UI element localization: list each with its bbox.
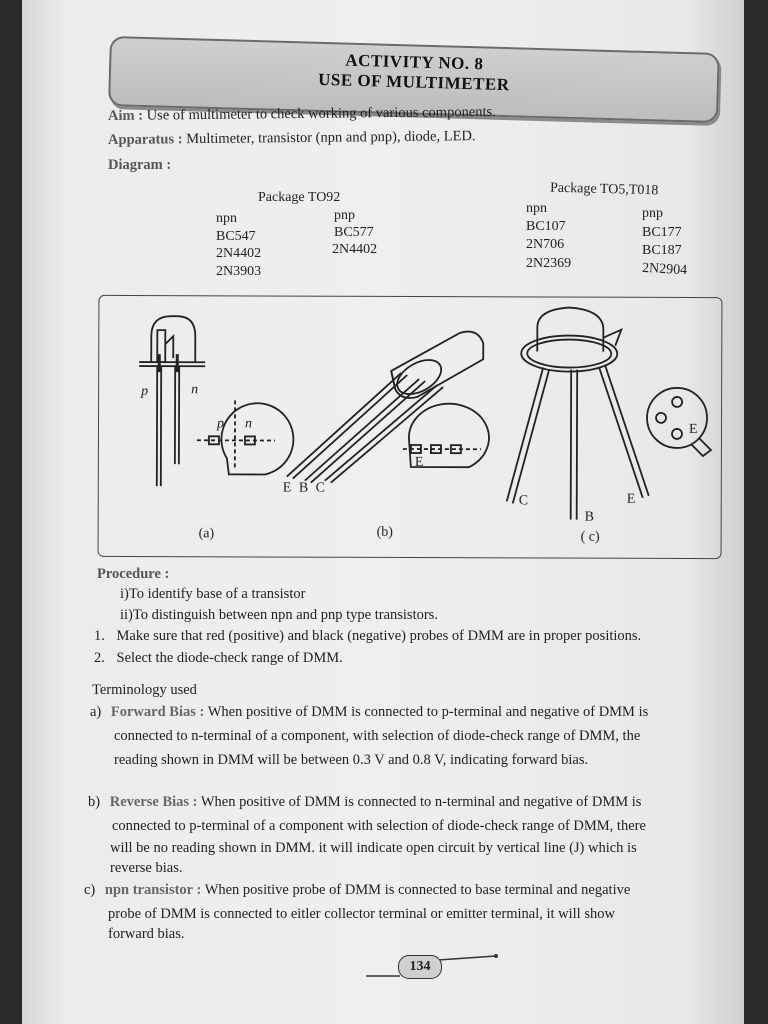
- apparatus-line: [108, 128, 476, 149]
- to5-pnp-1: BC177: [642, 225, 682, 240]
- term-a-line-3: reading shown in DMM will be between 0.3 V and 0.8 V, indicating forward bias.: [114, 752, 589, 768]
- term-c-line-2: probe of DMM is connected to eitler collector terminal or emitter terminal, it will show: [108, 906, 615, 922]
- to5-e-inner: E: [688, 421, 698, 438]
- term-b-line-2: connected to p-terminal of a component with selection of diode-check range of DMM, there: [112, 818, 646, 834]
- to92-pin-labels: E B C: [282, 480, 328, 496]
- term-c-letter: c): [84, 882, 96, 898]
- to5-c-label: C: [518, 493, 529, 509]
- activity-number: ACTIVITY NO. 8: [345, 50, 484, 74]
- procedure-step-2: [94, 650, 343, 667]
- term-b-line-3: will be no reading shown in DMM. it will indicate open circuit by vertical line (J) which is: [110, 840, 637, 856]
- diagram-label: Diagram :: [108, 157, 172, 173]
- term-b-line-1: [88, 794, 641, 811]
- to92-npn-2: 2N4402: [216, 246, 262, 261]
- term-a-letter: a): [90, 704, 102, 720]
- term-b-letter: b): [88, 794, 101, 810]
- to5-figure: [507, 307, 712, 520]
- textbook-page: [22, 0, 744, 1024]
- to5-header: Package TO5,T018: [549, 180, 659, 199]
- to5-npn-1: BC107: [526, 219, 566, 234]
- led-figure: [139, 316, 294, 487]
- led-p-label: p: [141, 384, 149, 400]
- term-a-text-1: When positive of DMM is connected to p-terminal and negative of DMM is: [207, 704, 649, 720]
- term-c-line-3: forward bias.: [108, 926, 185, 942]
- term-a-label: Forward Bias :: [110, 704, 205, 720]
- aim-text: Use of multimeter to check working of various components.: [146, 103, 496, 124]
- procedure-sub-1: i)To identify base of a transistor: [120, 586, 306, 602]
- caption-a: (a): [198, 526, 215, 542]
- to5-npn-3: 2N2369: [526, 256, 572, 271]
- to92-npn-label: npn: [216, 211, 237, 226]
- step-number: 2.: [94, 650, 105, 666]
- procedure-label: Procedure :: [97, 566, 170, 582]
- term-a-line-1: [90, 704, 648, 721]
- term-b-label: Reverse Bias :: [109, 794, 198, 810]
- step-text: Select the diode-check range of DMM.: [116, 650, 343, 666]
- terminology-heading: Terminology used: [92, 682, 197, 698]
- caption-c: ( c): [580, 529, 600, 545]
- transistor-diagram-box: [98, 295, 723, 559]
- to92-figure: [287, 331, 489, 483]
- to92-npn-1: BC547: [216, 229, 256, 244]
- to5-e-label: E: [626, 491, 636, 507]
- to5-b-label: B: [584, 509, 595, 525]
- apparatus-text: Multimeter, transistor (npn and pnp), diode, LED.: [186, 128, 476, 148]
- to5-pnp-2: BC187: [642, 243, 682, 258]
- to92-pnp-label: pnp: [334, 208, 355, 223]
- to92-pnp-1: BC577: [334, 225, 374, 240]
- apparatus-label: Apparatus :: [107, 131, 183, 148]
- activity-subtitle: USE OF MULTIMETER: [317, 69, 510, 95]
- term-a-line-2: connected to n-terminal of a component, with selection of diode-check range of DMM, the: [114, 728, 641, 744]
- page-number: 134: [398, 955, 442, 979]
- term-c-label: npn transistor :: [104, 882, 202, 898]
- led-n-inner: n: [244, 416, 253, 432]
- led-n-label: n: [191, 382, 199, 398]
- to5-npn-label: npn: [526, 201, 547, 216]
- to92-e-inner: E: [414, 455, 424, 471]
- term-b-text-1: When positive of DMM is connected to n-terminal and negative of DMM is: [200, 794, 642, 810]
- to92-pnp-2: 2N4402: [332, 242, 378, 257]
- to5-pnp-3: 2N2904: [641, 260, 688, 279]
- aim-label: Aim :: [107, 107, 144, 124]
- procedure-step-1: [94, 628, 641, 645]
- aim-line: [108, 104, 496, 125]
- led-p-inner: p: [216, 416, 225, 432]
- transistor-diagram: [99, 296, 722, 558]
- procedure-sub-2: ii)To distinguish between npn and pnp type transistors.: [120, 607, 438, 623]
- step-number: 1.: [94, 628, 105, 644]
- to92-header: Package TO92: [258, 190, 341, 205]
- to92-npn-3: 2N3903: [216, 264, 262, 279]
- to5-npn-2: 2N706: [526, 237, 565, 252]
- term-b-line-4: reverse bias.: [110, 860, 183, 876]
- to5-pnp-label: pnp: [642, 206, 663, 221]
- term-c-line-1: [84, 882, 630, 899]
- caption-b: (b): [376, 524, 393, 540]
- step-text: Make sure that red (positive) and black (negative) probes of DMM are in proper positions.: [116, 628, 642, 644]
- term-c-text-1: When positive probe of DMM is connected to base terminal and negative: [204, 882, 631, 898]
